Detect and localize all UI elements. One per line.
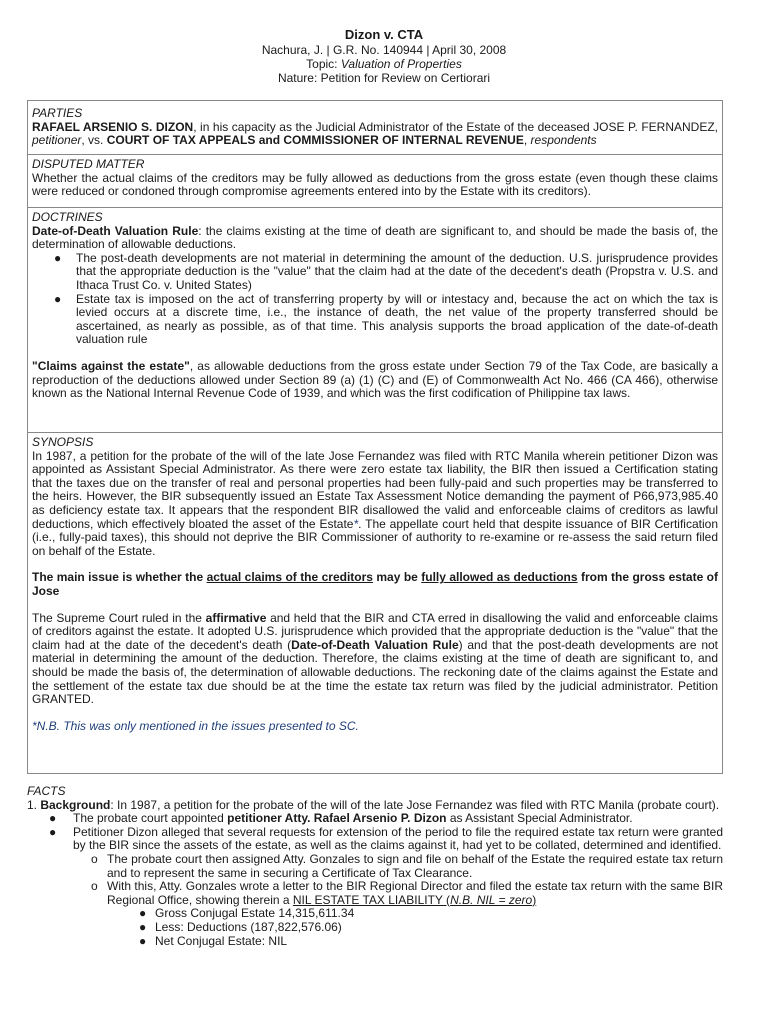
footnote: *N.B. This was only mentioned in the issues presented to SC. <box>32 718 359 733</box>
facts-subbullet: o With this, Atty. Gonzales wrote a letter to the BIR Regional Director and filed the estate tax return with the same BIR Regional Office, showing therein a NIL ESTATE TAX LIABILITY (N.B. NIL = zero) <box>91 879 723 907</box>
disputed-label: DISPUTED MATTER <box>32 157 145 171</box>
case-topic: Topic: Valuation of Properties <box>306 57 462 71</box>
facts-bullet: ● The probate court appointed petitioner Atty. Rafael Arsenio P. Dizon as Assistant Special Administrator. <box>49 811 633 826</box>
bullet-icon: ● <box>49 811 57 826</box>
synopsis-section <box>28 432 722 772</box>
facts-section <box>27 785 723 948</box>
doctrines-label: DOCTRINES <box>32 210 103 224</box>
main-issue: The main issue is whether the actual claims of the creditors may be fully allowed as deductions from the gross estate of Jose <box>32 570 719 598</box>
case-nature: Nature: Petition for Review on Certiorari <box>277 71 491 85</box>
digest-table <box>27 100 723 774</box>
ruling-para: The Supreme Court ruled in the affirmative and held that the BIR and CTA erred in disallowing the valid and enforceable claims of creditors against the estate. It adopted U.S. jurisprudence which provided that the appropriate deduction is the "value" that the claim had at the date of the decedent's death (Date-of-Death Valuation Rule) and that the post-death developments are not material in determining the amount of the deduction. Therefore, the claims existing at the time of death are significant to, and should be made the basis of, the determination of allowable deductions. The reckoning date of the claims against the Estate and the settlement of the estate tax due should be at the time the estate tax return was filed by the judicial administrator. Petition GRANTED. <box>32 610 719 707</box>
bullet-icon: ● <box>54 291 62 306</box>
circle-bullet-icon: o <box>91 851 98 866</box>
facts-background: 1. Background: In 1987, a petition for the probate of the will of the late Jose Fernandez was filed with RTC Manila (probate court). <box>27 797 720 812</box>
doctrine-bullet: ● The post-death developments are not material in determining the amount of the deduction. U.S. jurisprudence provides that the appropriate deduction is the "value" that the claim had at the date of the decedent's death (Propstra v. U.S. and Ithaca Trust Co. v. United States) <box>54 250 718 292</box>
case-citation: Nachura, J. | G.R. No. 140944 | April 30, 2008 <box>261 43 507 57</box>
facts-label: FACTS <box>27 784 66 798</box>
circle-bullet-icon: o <box>91 879 98 894</box>
synopsis-label: SYNOPSIS <box>32 435 94 449</box>
doctrine-claims: "Claims against the estate", as allowable deductions from the gross estate under Section 79 of the Tax Code, are basically a reproduction of the deductions allowed under Section 89 (a) (1) (C) and (E) of Commonwealth Act No. 466 (CA 466), otherwise known as the National Internal Revenue Code of 1939, and which was the first codification of Philippine tax laws. <box>32 358 718 401</box>
bullet-icon: ● <box>49 824 57 839</box>
parties-text: RAFAEL ARSENIO S. DIZON, in his capacity as the Judicial Administrator of the Estate of the deceased JOSE P. FERNANDEZ, petitioner, vs. COURT OF TAX APPEALS and COMMISSIONER OF INTERNAL REVENUE, respondents <box>32 119 718 148</box>
estate-item: ● Gross Conjugal Estate 14,315,611.34 <box>139 906 355 921</box>
bullet-icon: ● <box>139 933 147 948</box>
facts-bullet: ● Petitioner Dizon alleged that several requests for extension of the period to file the required estate tax return were granted by the BIR since the assets of the estate, as well as the claims against it, had yet to be collated, determined and identified. <box>49 824 723 853</box>
bullet-icon: ● <box>139 906 147 921</box>
bullet-icon: ● <box>54 250 62 265</box>
parties-label: PARTIES <box>32 106 83 120</box>
synopsis-para: In 1987, a petition for the probate of the will of the late Jose Fernandez was filed with RTC Manila wherein petitioner Dizon was appointed as Assistant Special Administrator. As there were zero estate tax liability, the BIR then issued a Certification stating that the taxes due on the transfer of real and personal properties had been fully-paid and such properties may be transferred to the heirs. However, the BIR subsequently issued an Estate Tax Assessment Notice demanding the payment of P66,973,985.40 as deficiency estate tax. It appears that the respondent BIR disallowed the valid and enforceable claims of creditors as lawful deductions, which effectively bloated the asset of the Estate*. The appellate court held that despite issuance of BIR Certification (i.e., fully-paid taxes), this should not deprive the BIR Commissioner of authority to re-examine or re-assess the said return filed on behalf of the Estate. <box>32 448 718 558</box>
doctrines-section <box>28 207 722 432</box>
estate-item: ● Net Conjugal Estate: NIL <box>139 933 288 948</box>
disputed-section <box>28 154 722 207</box>
doctrine-rule: Date-of-Death Valuation Rule: the claims existing at the time of death are significant to, and should be made the basis of, the determination of allowable deductions. <box>32 223 718 252</box>
disputed-text: Whether the actual claims of the creditors may be fully allowed as deductions from the gross estate (even though these claims were reduced or condoned through compromise agreements entered into by the Estate with its creditors). <box>32 170 718 199</box>
estate-item: ● Less: Deductions (187,822,576.06) <box>139 919 342 934</box>
doctrine-bullet: ● Estate tax is imposed on the act of transferring property by will or intestacy and, because the act on which the tax is levied occurs at a discrete time, i.e., the instance of death, the net value of the property transferred should be ascertained, as nearly as possible, as of that time. This analysis supports the broad application of the date-of-death valuation rule <box>54 291 718 347</box>
parties-section <box>28 107 722 154</box>
bullet-icon: ● <box>139 919 147 934</box>
facts-subbullet: o The probate court then assigned Atty. Gonzales to sign and file on behalf of the Estate the required estate tax return and to represent the same in securing a Certificate of Tax Clearance. <box>91 851 723 880</box>
case-title: Dizon v. CTA <box>344 27 424 42</box>
